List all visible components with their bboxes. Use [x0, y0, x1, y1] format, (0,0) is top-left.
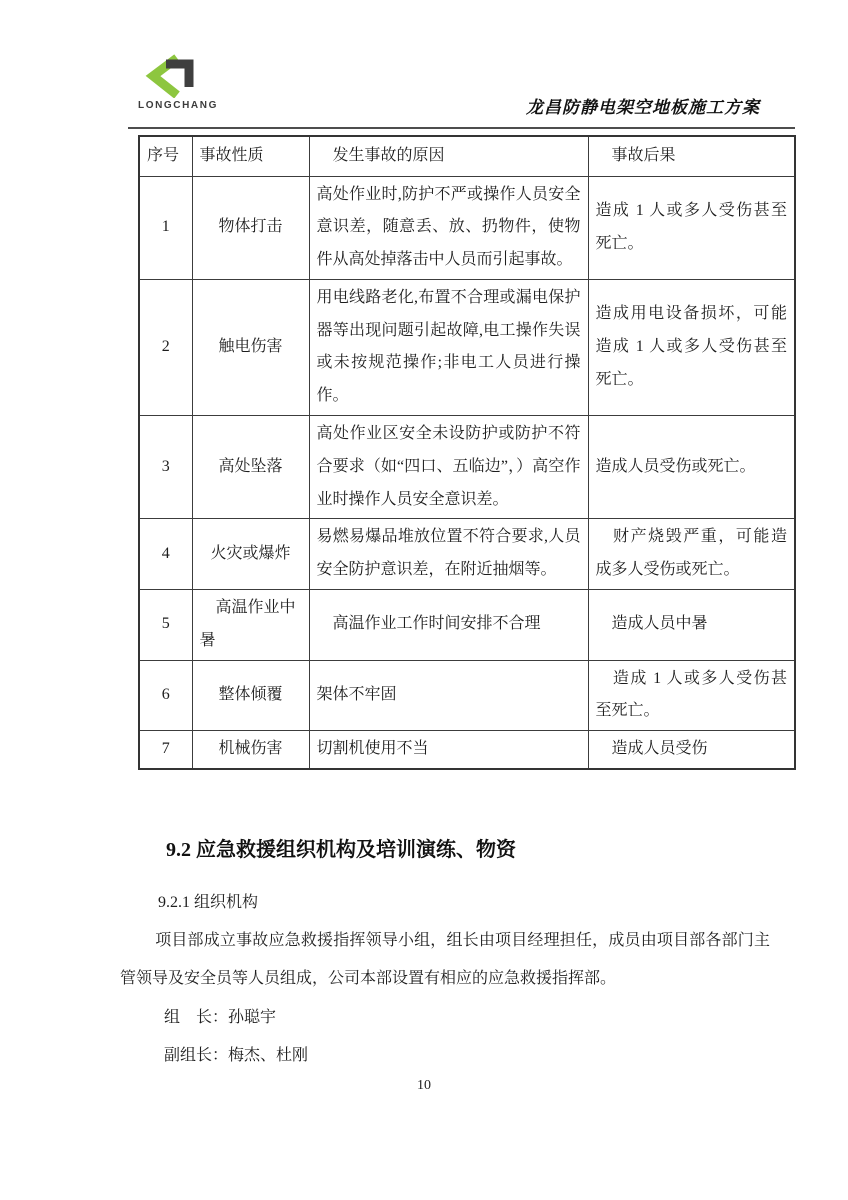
- table-row: [139, 176, 795, 279]
- cell-cause: 高处作业时,防护不严或操作人员安全意识差，随意丢、放、扔物件，使物件从高处掉落击中人员而引起事故。: [309, 176, 588, 279]
- cell-consequence: 造成人员受伤: [588, 731, 795, 769]
- cell-nature: 高处坠落: [192, 416, 309, 519]
- cell-no: 5: [139, 590, 192, 661]
- cell-no: 4: [139, 519, 192, 590]
- col-header-cause: 发生事故的原因: [309, 136, 588, 176]
- deputy-leader-line: 副组长：梅杰、杜刚: [164, 1047, 309, 1065]
- cell-no: 1: [139, 176, 192, 279]
- organization-paragraph: 项目部成立事故应急救援指挥领导小组，组长由项目经理担任，成员由项目部各部门主管领导及安全员等人员组成，公司本部设置有相应的应急救援指挥部。: [120, 932, 770, 988]
- col-header-no: 序号: [139, 136, 192, 176]
- table-row: [139, 590, 795, 661]
- cell-cause: 高处作业区安全未设防护或防护不符合要求（如“四口、五临边”，）高空作业时操作人员安全意识差。: [309, 416, 588, 519]
- cell-cause: 高温作业工作时间安排不合理: [309, 590, 588, 661]
- cell-consequence: 财产烧毁严重，可能造成多人受伤或死亡。: [588, 519, 795, 590]
- col-header-consequence: 事故后果: [588, 136, 795, 176]
- table-row: [139, 416, 795, 519]
- table-row: [139, 660, 795, 731]
- cell-consequence: 造成人员受伤或死亡。: [588, 416, 795, 519]
- cell-nature: 触电伤害: [192, 279, 309, 415]
- cell-nature: 火灾或爆炸: [192, 519, 309, 590]
- cell-no: 6: [139, 660, 192, 731]
- cell-consequence: 造成 1 人或多人受伤甚至死亡。: [588, 660, 795, 731]
- header-rule: [128, 127, 795, 129]
- cell-nature: 机械伤害: [192, 731, 309, 769]
- cell-nature: 整体倾覆: [192, 660, 309, 731]
- cell-no: 3: [139, 416, 192, 519]
- body-content: [0, 793, 848, 1076]
- cell-no: 2: [139, 279, 192, 415]
- accident-risk-table: [138, 135, 796, 770]
- cell-consequence: 造成人员中暑: [588, 590, 795, 661]
- logo-brand-text: LONGCHANG: [138, 100, 218, 111]
- cell-cause: 用电线路老化,布置不合理或漏电保护器等出现问题引起故障,电工操作失误或未按规范操作;非电工人员进行操作。: [309, 279, 588, 415]
- cell-cause: 切割机使用不当: [309, 731, 588, 769]
- cell-consequence: 造成用电设备损坏，可能造成 1 人或多人受伤甚至死亡。: [588, 279, 795, 415]
- cell-cause: 易燃易爆品堆放位置不符合要求,人员安全防护意识差，在附近抽烟等。: [309, 519, 588, 590]
- section-heading-9-2: 9.2 应急救援组织机构及培训演练、物资: [166, 839, 516, 861]
- section-heading-9-2-1: 9.2.1 组织机构: [158, 894, 259, 911]
- table-header-row: [139, 136, 795, 176]
- leader-line: 组 长：孙聪宇: [164, 1008, 277, 1026]
- company-logo: [138, 54, 218, 111]
- page-number: 10: [417, 1078, 431, 1093]
- cell-nature: 高温作业中暑: [192, 590, 309, 661]
- cell-no: 7: [139, 731, 192, 769]
- document-header-title: 龙昌防静电架空地板施工方案: [526, 98, 760, 117]
- cell-consequence: 造成 1 人或多人受伤甚至死亡。: [588, 176, 795, 279]
- longchang-chevron-icon: [144, 54, 196, 98]
- cell-cause: 架体不牢固: [309, 660, 588, 731]
- cell-nature: 物体打击: [192, 176, 309, 279]
- table-row: [139, 731, 795, 769]
- table-row: [139, 279, 795, 415]
- col-header-nature: 事故性质: [192, 136, 309, 176]
- table-row: [139, 519, 795, 590]
